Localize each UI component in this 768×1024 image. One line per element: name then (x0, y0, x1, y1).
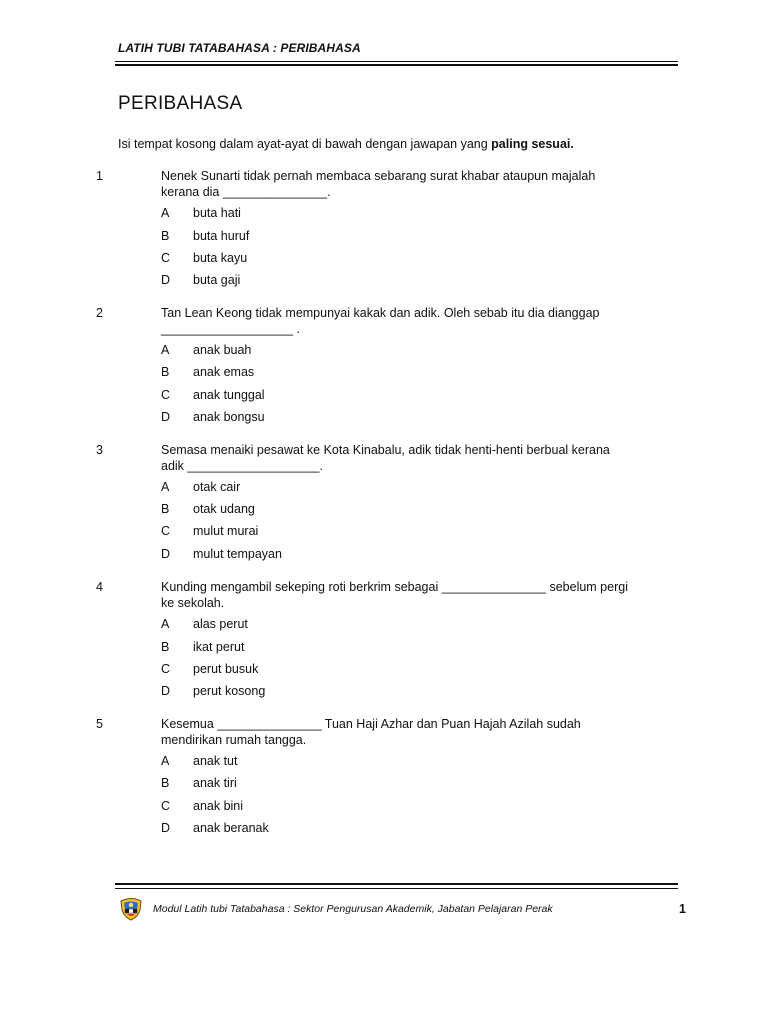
header-rule-bottom (115, 64, 678, 66)
question-text: Kunding mengambil sekeping roti berkrim sebagai _______________ sebelum pergi ke sekolah. (161, 580, 628, 610)
option-text: perut kosong (193, 684, 266, 698)
option-letter: A (161, 480, 170, 494)
question-number: 2 (96, 306, 103, 320)
option-text: anak emas (193, 365, 255, 379)
option-text: ikat perut (193, 640, 245, 654)
instruction (118, 137, 574, 151)
option-text: anak tut (193, 754, 238, 768)
question-number: 1 (96, 169, 103, 183)
option-text: alas perut (193, 617, 248, 631)
option-text: otak udang (193, 502, 255, 516)
option-letter: C (161, 251, 171, 265)
option-letter: B (161, 502, 170, 516)
question-number: 3 (96, 443, 103, 457)
footer-text: Modul Latih tubi Tatabahasa : Sektor Pengurusan Akademik, Jabatan Pelajaran Perak (153, 903, 553, 915)
option-text: otak cair (193, 480, 241, 494)
option-text: anak bini (193, 799, 244, 813)
question-number: 5 (96, 717, 103, 731)
header-title: LATIH TUBI TATABAHASA : PERIBAHASA (118, 41, 361, 55)
option-text: anak bongsu (193, 410, 265, 424)
option-letter: C (161, 388, 171, 402)
option-letter: D (161, 273, 171, 287)
option-letter: A (161, 343, 170, 357)
question-number: 4 (96, 580, 103, 594)
page-number: 1 (679, 902, 686, 916)
option-text: perut busuk (193, 662, 259, 676)
option-text: buta hati (193, 206, 241, 220)
state-crest-icon (118, 895, 144, 921)
option-text: buta gaji (193, 273, 241, 287)
footer-rule-bottom (115, 888, 678, 889)
option-text: mulut tempayan (193, 547, 282, 561)
option-letter: C (161, 524, 171, 538)
option-letter: D (161, 821, 171, 835)
option-letter: A (161, 754, 170, 768)
option-letter: A (161, 206, 170, 220)
option-letter: D (161, 410, 171, 424)
option-text: anak beranak (193, 821, 269, 835)
question-text: Kesemua _______________ Tuan Haji Azhar dan Puan Hajah Azilah sudah mendirikan rumah tangga. (161, 717, 581, 747)
option-letter: B (161, 776, 170, 790)
option-letter: A (161, 617, 170, 631)
option-letter: D (161, 547, 171, 561)
page-heading: PERIBAHASA (118, 93, 243, 114)
instruction-emphasis: paling sesuai. (491, 137, 574, 151)
option-text: anak tiri (193, 776, 237, 790)
option-letter: D (161, 684, 171, 698)
option-text: buta kayu (193, 251, 248, 265)
footer-rule-top (115, 883, 678, 885)
option-letter: B (161, 640, 170, 654)
question-text: Semasa menaiki pesawat ke Kota Kinabalu, adik tidak henti-henti berbual kerana adik ___________________. (161, 443, 610, 473)
question-text: Tan Lean Keong tidak mempunyai kakak dan adik. Oleh sebab itu dia dianggap ___________________ . (161, 306, 600, 336)
instruction-text: Isi tempat kosong dalam ayat-ayat di bawah dengan jawapan yang (118, 137, 492, 151)
header-rule-top (115, 61, 678, 62)
option-text: buta huruf (193, 229, 250, 243)
option-letter: B (161, 365, 170, 379)
option-letter: C (161, 662, 171, 676)
option-text: anak tunggal (193, 388, 265, 402)
option-letter: B (161, 229, 170, 243)
option-text: anak buah (193, 343, 252, 357)
question-text: Nenek Sunarti tidak pernah membaca sebarang surat khabar ataupun majalah kerana dia _______________. (161, 169, 596, 199)
option-letter: C (161, 799, 171, 813)
option-text: mulut murai (193, 524, 259, 538)
